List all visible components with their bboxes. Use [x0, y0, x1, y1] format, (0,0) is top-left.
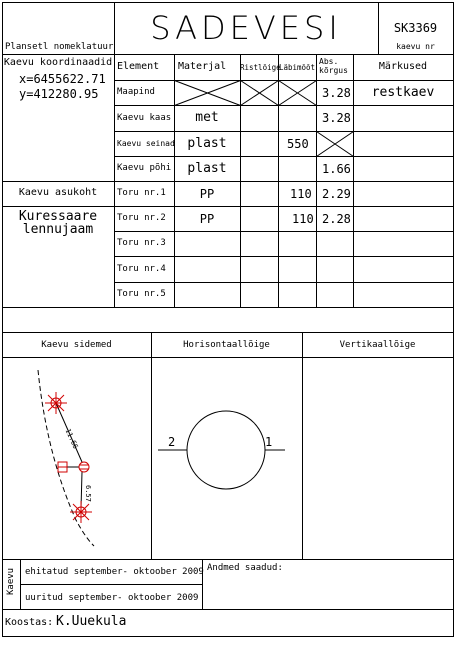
location-line1: Kuressaare: [18, 209, 98, 224]
pipe-2-label: 2: [168, 435, 176, 449]
built-label: [25, 568, 204, 577]
row-element: Toru nr.4: [117, 264, 166, 274]
col-header-cross-section: Ristlõige: [240, 63, 281, 72]
row-elevation: 3.28: [322, 111, 351, 125]
tie-distance-1: 11.66: [63, 427, 80, 451]
row-elevation: 2.29: [322, 187, 351, 201]
row-elevation: 3.28: [322, 86, 351, 100]
row-material: plast: [187, 136, 227, 151]
location-label: Kaevu asukoht: [18, 187, 98, 198]
horizontal-section-title: Horisontaallõige: [183, 340, 270, 350]
row-diameter: 550: [287, 137, 309, 151]
data-source-label: Andmed saadud:: [207, 563, 283, 573]
row-material: met: [195, 110, 219, 125]
row-element: Toru nr.3: [117, 238, 166, 248]
row-elevation: 2.28: [322, 212, 351, 226]
row-note: restkaev: [371, 85, 435, 100]
row-element: Toru nr.2: [117, 213, 166, 223]
tie-distance-2: 6.57: [84, 485, 92, 502]
row-element: Toru nr.1: [117, 188, 166, 198]
surveyed-label: [25, 594, 198, 603]
row-element: Kaevu põhi: [117, 163, 172, 173]
card-title: SADEVESI: [150, 9, 342, 47]
vertical-section-title: Vertikaallõige: [339, 340, 416, 350]
surveyed-date: september- oktoober 2009: [68, 593, 199, 603]
ties-sketch: [38, 370, 94, 546]
footer-side-label: Kaevu: [6, 567, 16, 595]
author-label: Koostas:: [5, 617, 54, 628]
col-header-material: Materjal: [178, 61, 227, 72]
row-diameter: 110: [290, 187, 312, 201]
horizontal-section-drawing: [158, 411, 285, 489]
row-element: Kaevu seinad: [117, 139, 175, 148]
author-name: K.Uuekula: [56, 614, 127, 629]
col-header-diameter: Läbimõõt: [278, 63, 316, 72]
pipe-1-label: 1: [265, 435, 273, 449]
row-element: Maapind: [117, 87, 155, 97]
row-material: plast: [187, 161, 227, 176]
row-material: PP: [199, 212, 215, 226]
row-elevation: 1.66: [322, 162, 351, 176]
row-element: Kaevu kaas: [117, 113, 172, 123]
coord-y: y=412280.95: [19, 87, 99, 101]
row-material: PP: [199, 187, 215, 201]
coord-x: x=6455622.71: [19, 72, 106, 86]
surveyed-label-text: uuritud: [25, 593, 63, 603]
row-element: Toru nr.5: [117, 289, 166, 299]
row-diameter: 110: [292, 212, 314, 226]
col-header-notes: Märkused: [378, 61, 428, 72]
ties-section-title: Kaevu sidemed: [41, 340, 112, 350]
col-header-element: Element: [117, 61, 160, 72]
built-label-text: ehitatud: [25, 567, 69, 577]
coords-label: Kaevu koordinaadid: [3, 57, 113, 68]
well-number-label: kaevu nr: [396, 42, 435, 51]
col-header-elevation: Abs. kõrgus: [319, 57, 348, 75]
plan-nomenclature-label: Plansetl nomeklatuur: [5, 42, 114, 52]
built-date: september- oktoober 2009: [73, 567, 204, 577]
location-line2: lennujaam: [22, 222, 94, 237]
well-number: SK3369: [393, 21, 438, 35]
